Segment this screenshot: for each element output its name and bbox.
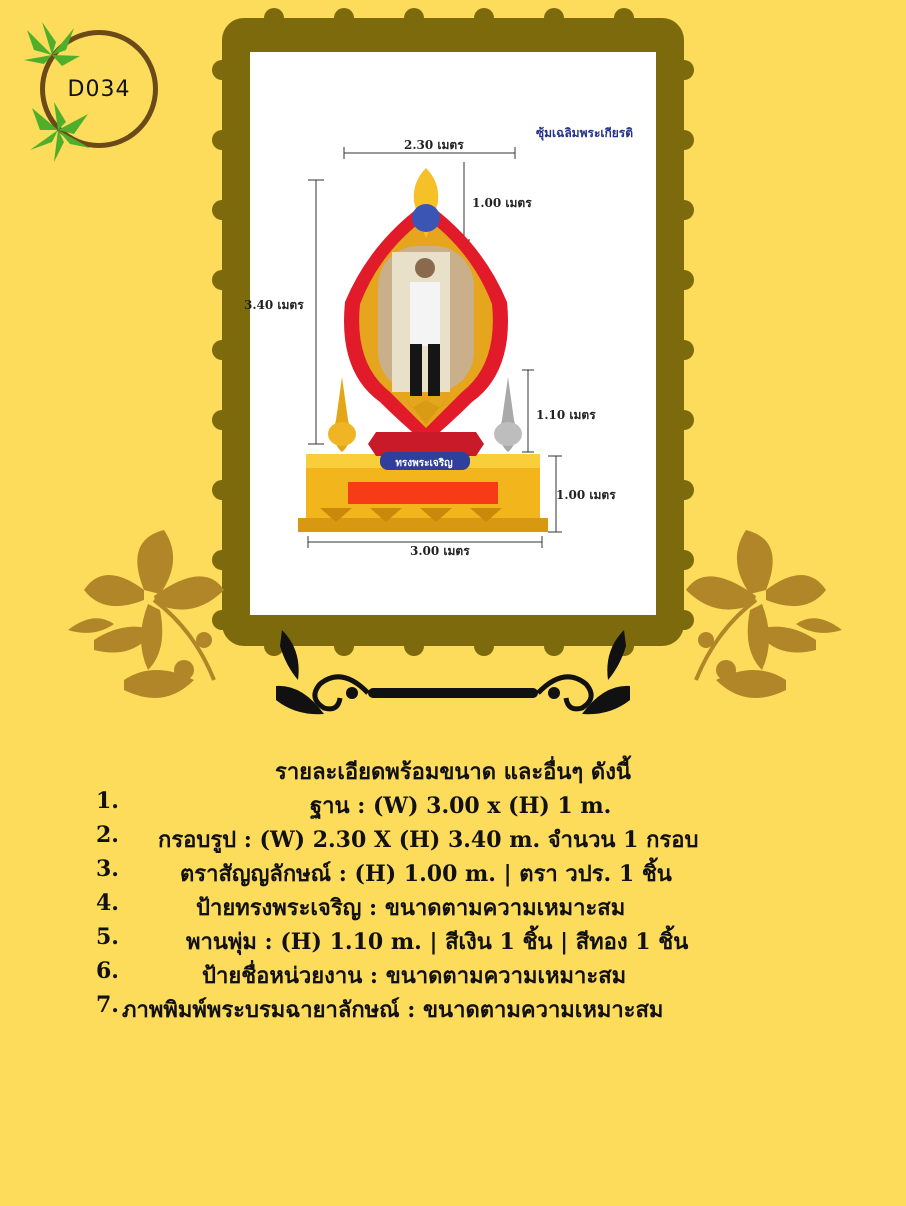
bamboo-leaf-icon [22,20,82,90]
thai-flower-ornament-left [64,520,234,710]
brand-label: ซุ้มเฉลิมพระเกียรติ [536,126,634,140]
details-heading: รายละเอียดพร้อมขนาด และอื่นๆ ดังนี้ [275,759,631,785]
item-number: 6. [96,958,119,984]
sign-label: ทรงพระเจริญ [395,458,453,469]
dim-base-height: 1.00 เมตร [556,488,616,502]
item-number: 2. [96,822,119,848]
item-text: พานพุ่ม : (H) 1.10 m. | สีเงิน 1 ชิ้น | สีทอง 1 ชิ้น [186,929,689,955]
item-text: ป้ายทรงพระเจริญ : ขนาดตามความเหมาะสม [196,895,626,921]
list-item [96,958,826,990]
product-photo [244,52,656,615]
dim-emblem-height: 1.00 เมตร [472,196,532,210]
dim-frame-height: 3.40 เมตร [244,298,304,312]
item-number: 7. [96,992,119,1018]
item-number: 1. [96,788,119,814]
dim-base-width: 3.00 เมตร [410,544,470,558]
dim-frame-width: 2.30 เมตร [404,138,464,152]
item-text: ตราสัญญลักษณ์ : (H) 1.00 m. | ตรา วปร. 1 ชิ้น [180,861,672,887]
dim-urn-height: 1.10 เมตร [536,408,596,422]
product-code: D034 [67,76,131,102]
thai-divider-ornament [272,626,634,726]
item-text: กรอบรูป : (W) 2.30 X (H) 3.40 m. จำนวน 1 กรอบ [158,827,699,853]
item-text: ป้ายชื่อหน่วยงาน : ขนาดตามความเหมาะสม [202,963,627,989]
item-number: 3. [96,856,119,882]
thai-flower-ornament-right [676,520,846,710]
list-item [96,856,826,888]
list-item [96,992,826,1024]
bamboo-leaf-icon [24,100,94,166]
list-item [96,924,826,956]
list-item [96,890,826,922]
list-item [96,822,826,854]
item-number: 5. [96,924,119,950]
item-text: ภาพพิมพ์พระบรมฉายาลักษณ์ : ขนาดตามความเหมาะสม [122,997,664,1023]
item-text: ฐาน : (W) 3.00 x (H) 1 m. [310,793,612,819]
item-number: 4. [96,890,119,916]
list-item [96,788,826,820]
